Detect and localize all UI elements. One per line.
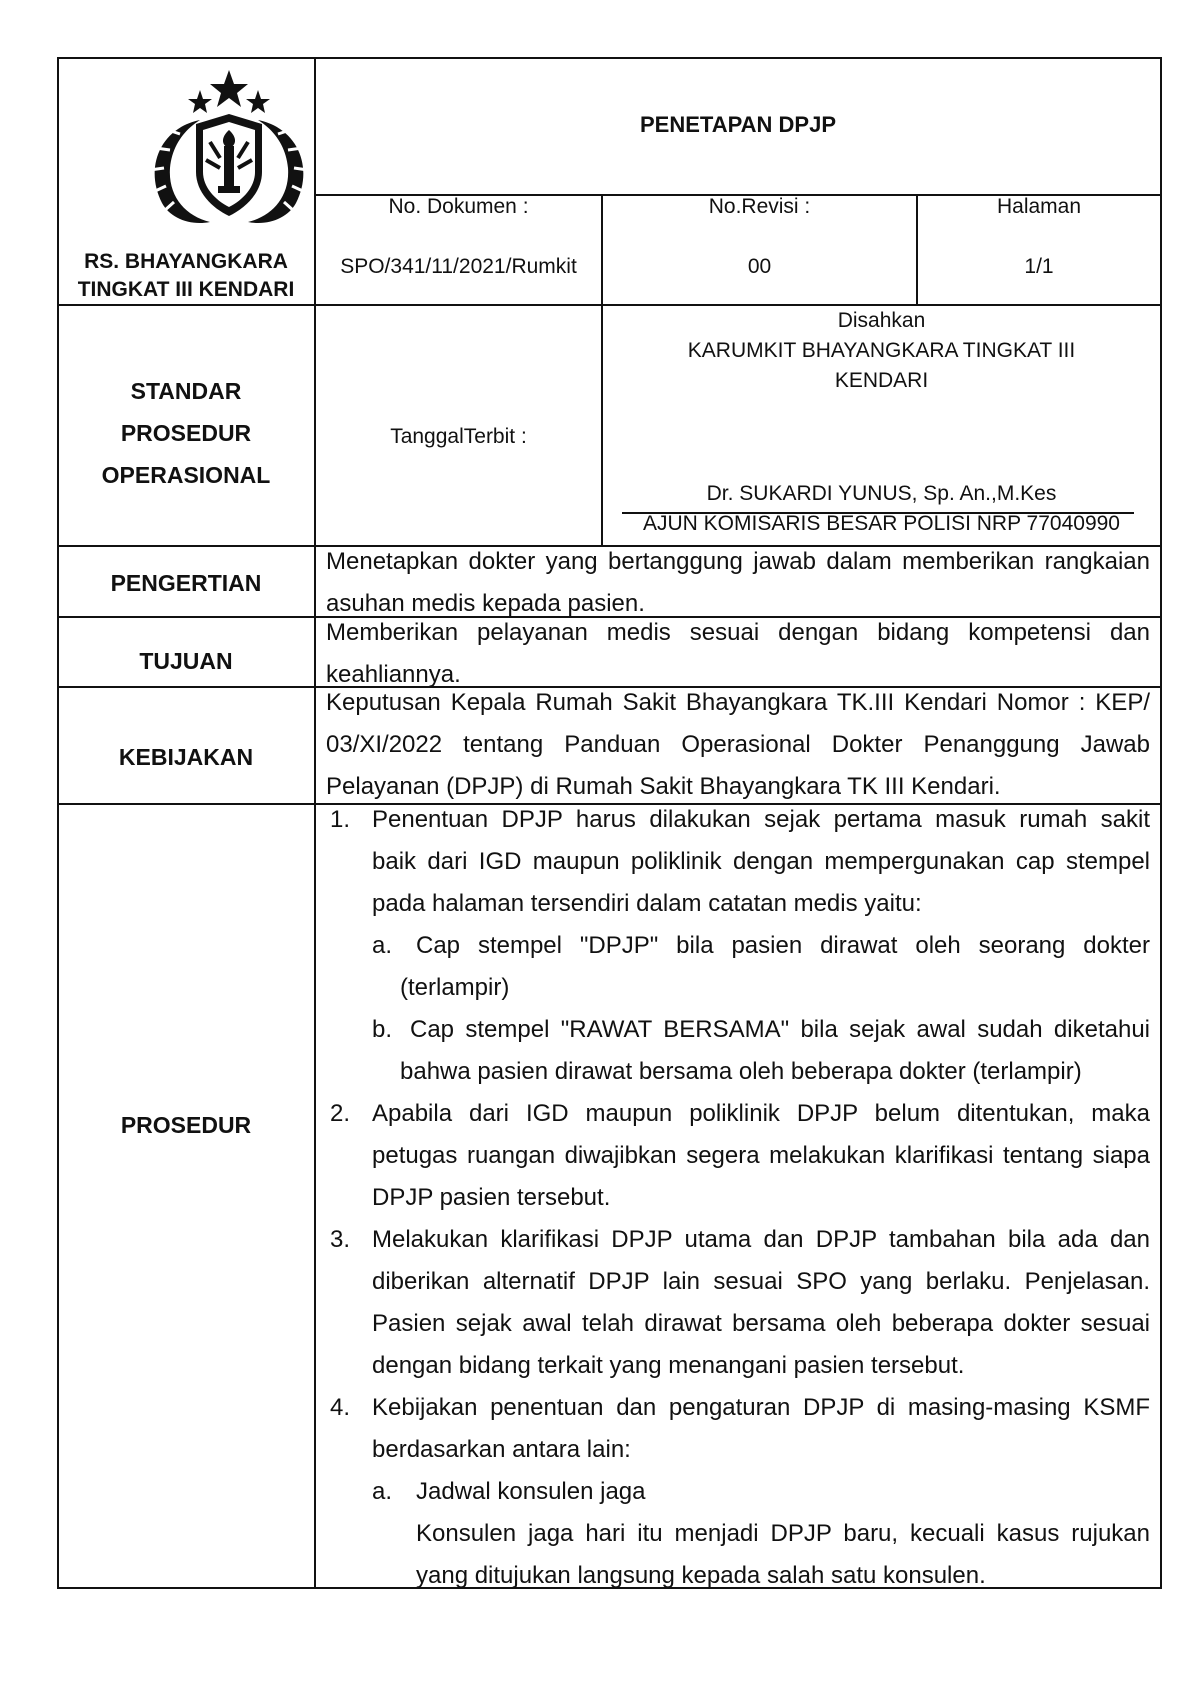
police-emblem-logo <box>140 68 318 228</box>
approval-block <box>603 306 1160 396</box>
item-line: petugas ruangan diwajibkan segera melakukan klarifikasi tentang siapa <box>372 1142 1150 1169</box>
jabatan-line2: KENDARI <box>834 369 929 392</box>
kebijakan-text <box>326 682 1150 808</box>
prosedur-subitem-1a <box>326 925 1150 1009</box>
prosedur-subitem-4a <box>326 1471 1150 1597</box>
tujuan-line1: Memberikan pelayanan medis sesuai dengan bidang kompetensi dan <box>326 619 1150 646</box>
prosedur-item-4 <box>326 1387 1150 1471</box>
hospital-name <box>57 248 315 304</box>
spo-label-line1: STANDAR <box>130 378 242 404</box>
halaman-label: Halaman <box>996 195 1082 218</box>
subitem-line: Jadwal konsulen jaga <box>416 1478 646 1505</box>
item-line: dengan bidang terkait yang menangani pasien tersebut. <box>372 1352 965 1379</box>
spo-label-line2: PROSEDUR <box>120 420 252 446</box>
kebijakan-line3: Pelayanan (DPJP) di Rumah Sakit Bhayangkara TK III Kendari. <box>326 773 1001 800</box>
subitem-marker: b. <box>372 1016 393 1043</box>
prosedur-item-1 <box>326 799 1150 925</box>
item-line: Apabila dari IGD maupun poliklinik DPJP belum ditentukan, maka <box>372 1100 1150 1127</box>
tujuan-line2: keahliannya. <box>326 661 461 688</box>
subitem-line: Cap stempel "RAWAT BERSAMA" bila sejak awal sudah diketahui <box>410 1016 1150 1043</box>
no-dokumen-label: No. Dokumen : <box>388 195 529 218</box>
prosedur-label: PROSEDUR <box>120 1112 252 1138</box>
prosedur-list <box>326 799 1150 1597</box>
tanggal-terbit-label: TanggalTerbit : <box>390 425 527 448</box>
subitem-line: Cap stempel "DPJP" bila pasien dirawat oleh seorang dokter <box>416 932 1150 959</box>
spo-label <box>57 370 315 496</box>
subitem-line: yang ditujukan langsung kepada salah satu konsulen. <box>416 1562 986 1589</box>
prosedur-subitem-1b <box>326 1009 1150 1093</box>
pengertian-line1: Menetapkan dokter yang bertanggung jawab dalam memberikan rangkaian <box>326 548 1150 575</box>
item-number: 3. <box>330 1226 351 1253</box>
item-line: baik dari IGD maupun poliklinik dengan mempergunakan cap stempel <box>372 848 1150 875</box>
subitem-line: (terlampir) <box>400 974 510 1001</box>
document-title: PENETAPAN DPJP <box>639 112 836 137</box>
hospital-name-line1: RS. BHAYANGKARA <box>84 250 288 273</box>
item-line: diberikan alternatif DPJP lain sesuai SPO yang berlaku. Penjelasan. <box>372 1268 1150 1295</box>
disahkan-text: Disahkan <box>837 309 926 332</box>
kebijakan-line2: 03/XI/2022 tentang Panduan Operasional Dokter Penanggung Jawab <box>326 731 1150 758</box>
signatory-rank: AJUN KOMISARIS BESAR POLISI NRP 77040990 <box>643 512 1120 535</box>
hospital-name-line2: TINGKAT III KENDARI <box>77 278 295 301</box>
no-dokumen-value: SPO/341/11/2021/Rumkit <box>340 255 577 278</box>
item-line: Melakukan klarifikasi DPJP utama dan DPJP tambahan bila ada dan <box>372 1226 1150 1253</box>
item-number: 4. <box>330 1394 351 1421</box>
prosedur-item-3 <box>326 1219 1150 1387</box>
item-number: 1. <box>330 806 351 833</box>
kebijakan-line1: Keputusan Kepala Rumah Sakit Bhayangkara TK.III Kendari Nomor : KEP/ <box>326 689 1150 716</box>
pengertian-line2: asuhan medis kepada pasien. <box>326 590 645 617</box>
signatory-name: Dr. SUKARDI YUNUS, Sp. An.,M.Kes <box>706 482 1057 505</box>
no-revisi-value: 00 <box>747 255 772 278</box>
spo-label-line3: OPERASIONAL <box>101 462 271 488</box>
item-line: Penentuan DPJP harus dilakukan sejak pertama masuk rumah sakit <box>372 806 1150 833</box>
item-number: 2. <box>330 1100 351 1127</box>
halaman-value: 1/1 <box>1024 255 1054 278</box>
item-line: berdasarkan antara lain: <box>372 1436 631 1463</box>
item-line: DPJP pasien tersebut. <box>372 1184 611 1211</box>
subitem-line: bahwa pasien dirawat bersama oleh beberapa dokter (terlampir) <box>400 1058 1082 1085</box>
jabatan-line1: KARUMKIT BHAYANGKARA TINGKAT III <box>687 339 1076 362</box>
tujuan-label: TUJUAN <box>139 648 233 674</box>
prosedur-item-2 <box>326 1093 1150 1219</box>
subitem-line: Konsulen jaga hari itu menjadi DPJP baru, kecuali kasus rujukan <box>416 1520 1150 1547</box>
kebijakan-label: KEBIJAKAN <box>118 744 254 770</box>
pengertian-label: PENGERTIAN <box>110 570 262 596</box>
subitem-marker: a. <box>372 932 393 959</box>
item-line: Kebijakan penentuan dan pengaturan DPJP di masing-masing KSMF <box>372 1394 1150 1421</box>
item-line: pada halaman tersendiri dalam catatan medis yaitu: <box>372 890 922 917</box>
no-revisi-label: No.Revisi : <box>708 195 811 218</box>
subitem-marker: a. <box>372 1478 393 1505</box>
item-line: Pasien sejak awal telah dirawat bersama oleh beberapa dokter sesuai <box>372 1310 1150 1337</box>
